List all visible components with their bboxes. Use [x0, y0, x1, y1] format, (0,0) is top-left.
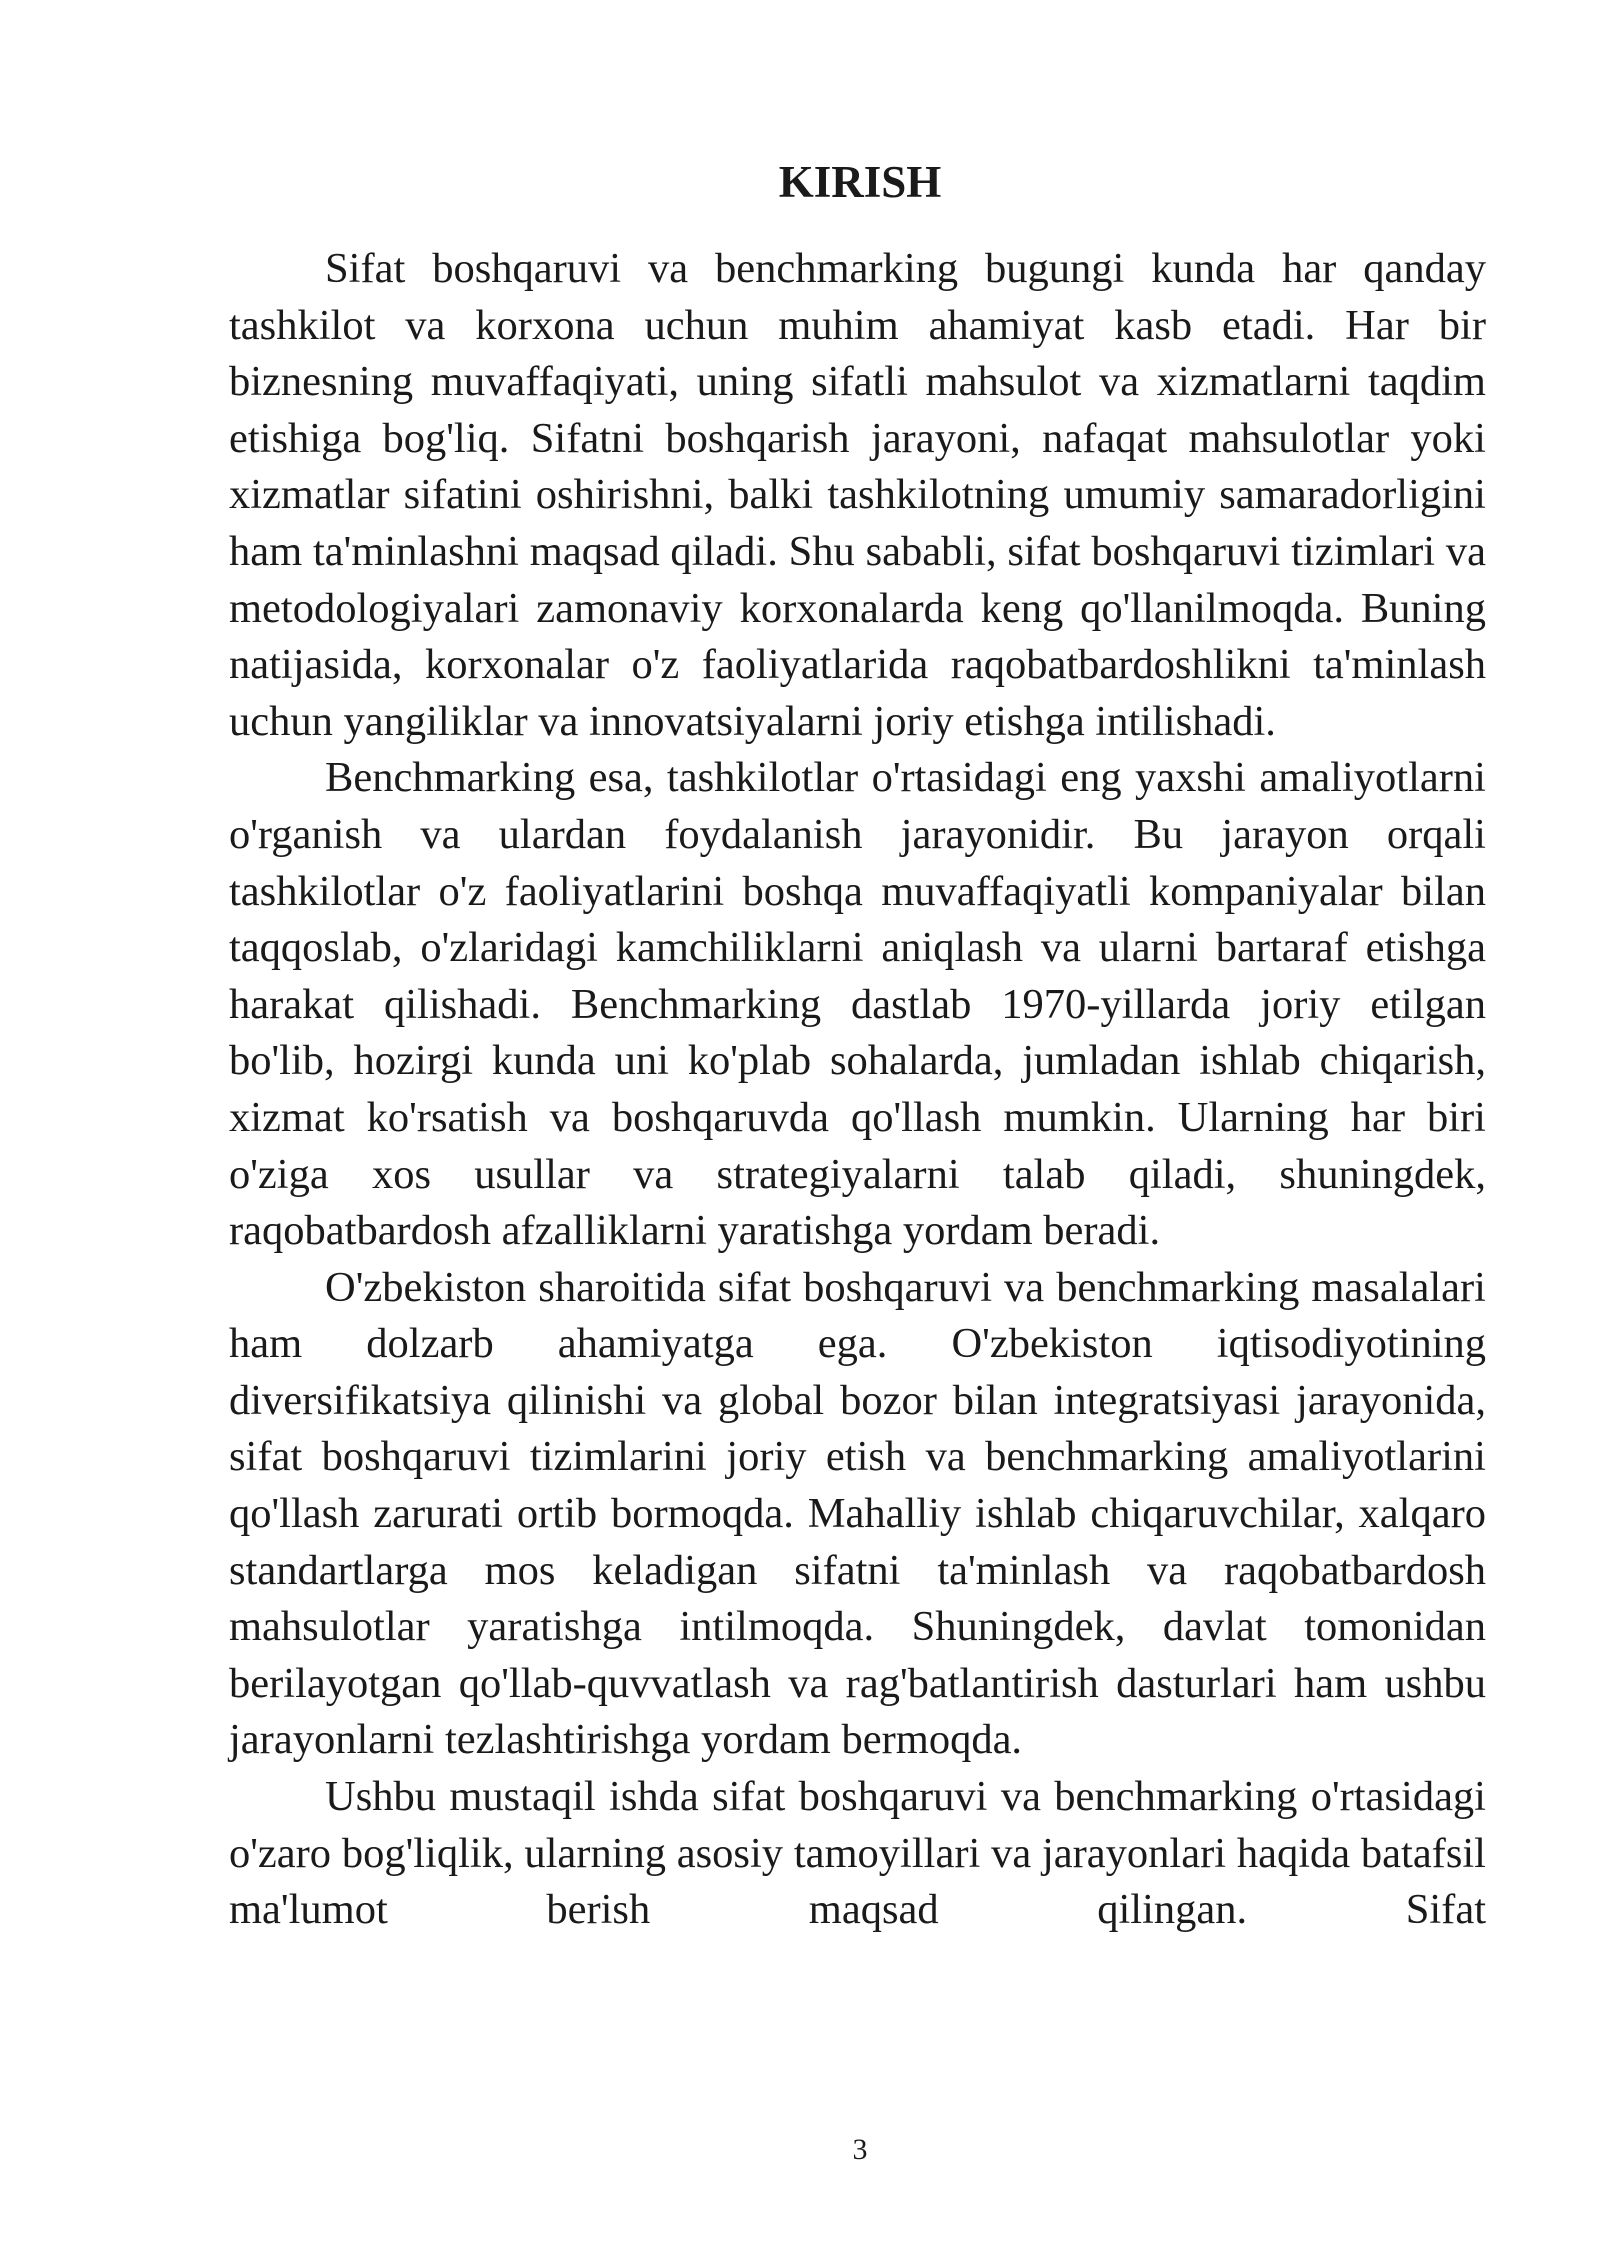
body-text: [229, 241, 1486, 1939]
paragraph-1: Sifat boshqaruvi va benchmarking bugungi kunda har qanday tashkilot va korxona uchun muhim ahamiyat kasb etadi. Har bir biznesning muvaffaqiyati, uning sifatli mahsulot va xizmatlarni taqdim etishiga bog'liq. Sifatni boshqarish jarayoni, nafaqat mahsulotlar yoki xizmatlar sifatini oshirishni, balki tashkilotning umumiy samaradorligini ham ta'minlashni maqsad qiladi. Shu sababli, sifat boshqaruvi tizimlari va metodologiyalari zamonaviy korxonalarda keng qo'llanilmoqda. Buning natijasida, korxonalar o'z faoliyatlarida raqobatbardoshlikni ta'minlash uchun yangiliklar va innovatsiyalarni joriy etishga intilishadi.: [229, 245, 1486, 745]
page-title: KIRISH: [778, 157, 942, 207]
paragraph-4: Ushbu mustaqil ishda sifat boshqaruvi va benchmarking o'rtasidagi o'zaro bog'liqlik, ularning asosiy tamoyillari va jarayonlari haqida batafsil ma'lumot berish maqsad qilingan. Sifat: [229, 1773, 1486, 1934]
paragraph-2: Benchmarking esa, tashkilotlar o'rtasidagi eng yaxshi amaliyotlarni o'rganish va ulardan foydalanish jarayonidir. Bu jarayon orqali tashkilotlar o'z faoliyatlarini boshqa muvaffaqiyatli kompaniyalar bilan taqqoslab, o'zlaridagi kamchiliklarni aniqlash va ularni bartaraf etishga harakat qilishadi. Benchmarking dastlab 1970-yillarda joriy etilgan bo'lib, hozirgi kunda uni ko'plab sohalarda, jumladan ishlab chiqarish, xizmat ko'rsatish va boshqaruvda qo'llash mumkin. Ularning har biri o'ziga xos usullar va strategiyalarni talab qiladi, shuningdek, raqobatbardosh afzalliklarni yaratishga yordam beradi.: [229, 754, 1486, 1255]
page-number: 3: [852, 2133, 868, 2166]
paragraph-3: O'zbekiston sharoitida sifat boshqaruvi va benchmarking masalalari ham dolzarb ahamiyatga ega. O'zbekiston iqtisodiyotining diversifikatsiya qilinishi va global bozor bilan integratsiyasi jarayonida, sifat boshqaruvi tizimlarini joriy etish va benchmarking amaliyotlarini qo'llash zarurati ortib bormoqda. Mahalliy ishlab chiqaruvchilar, xalqaro standartlarga mos keladigan sifatni ta'minlash va raqobatbardosh mahsulotlar yaratishga intilmoqda. Shuningdek, davlat tomonidan berilayotgan qo'llab-quvvatlash va rag'batlantirish dasturlari ham ushbu jarayonlarni tezlashtirishga yordam bermoqda.: [229, 1263, 1486, 1764]
